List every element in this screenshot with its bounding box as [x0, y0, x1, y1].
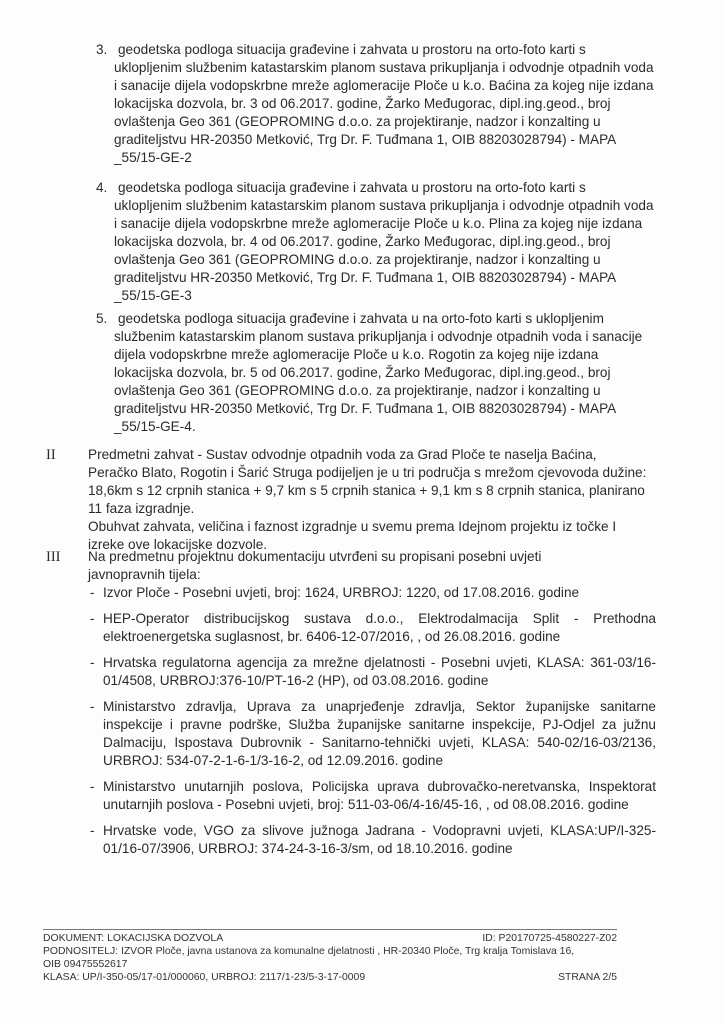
dash-bullet: -	[90, 779, 95, 794]
section-iii-intro: Na predmetnu projektnu dokumentaciju utvrđeni su propisani posebni uvjeti javnopravnih tijela:	[88, 549, 542, 582]
footer-page-number: STRANA 2/5	[558, 972, 617, 983]
item-number: 5.	[96, 311, 108, 326]
condition-item: - Izvor Ploče - Posebni uvjeti, broj: 1624, URBROJ: 1220, od 17.08.2016. godine	[90, 585, 580, 600]
section-numeral: III	[46, 549, 61, 565]
section-numeral: II	[46, 447, 56, 463]
page-footer	[43, 929, 617, 984]
condition-item: - HEP-Operator distribucijskog sustava d.o.o., Elektrodalmacija Split - Prethodna elektroenergetska suglasnost, br. 6406-12-07/2016, , od 26.08.2016. godine	[90, 611, 656, 644]
list-item-5	[96, 310, 656, 436]
list-item-4	[96, 179, 656, 305]
section-iii	[46, 548, 666, 866]
dash-bullet: -	[90, 699, 95, 714]
list-item-3	[96, 41, 656, 167]
item-number: 3.	[96, 42, 108, 57]
item-text: geodetska podloga situacija građevine i zahvata u prostoru na orto-foto karti s uklopljenim službenim katastarskim planom sustava prikupljanja i odvodnje otpadnih voda i sanacije dijela vodopskrbne mreže aglomeracije Ploče u k.o. Plina za kojeg nije izdana lokacijska dozvola, br. 4 od 06.2017. godine, Žarko Međugorac, dipl.ing.geod., broj ovlaštenja Geo 361 (GEOPROMING d.o.o. za projektiranje, nadzor i konzalting u graditeljstvu HR-20350 Metković, Trg Dr. F. Tuđmana 1, OIB 88203028794) - MAPA _55/15-GE-3	[114, 180, 654, 303]
footer-divider	[43, 929, 617, 930]
item-text: geodetska podloga situacija građevine i zahvata u prostoru na orto-foto karti s uklopljenim službenim katastarskim planom sustava prikupljanja i odvodnje otpadnih voda i sanacije dijela vodopskrbne mreže aglomeracije Ploče u k.o. Baćina za kojeg nije izdana lokacijska dozvola, br. 3 od 06.2017. godine, Žarko Međugorac, dipl.ing.geod., broj ovlaštenja Geo 361 (GEOPROMING d.o.o. za projektiranje, nadzor i konzalting u graditeljstvu HR-20350 Metković, Trg Dr. F. Tuđmana 1, OIB 88203028794) - MAPA _55/15-GE-2	[114, 42, 654, 165]
footer-document-type: DOKUMENT: LOKACIJSKA DOZVOLA	[43, 933, 224, 944]
dash-bullet: -	[90, 611, 95, 626]
section-ii	[46, 446, 666, 554]
condition-item: - Hrvatska regulatorna agencija za mrežne djelatnosti - Posebni uvjeti, KLASA: 361-03/16-01/4508, URBROJ:376-10/PT-16-2 (HP), od 03.08.2016. godine	[90, 655, 656, 688]
dash-bullet: -	[90, 823, 95, 838]
section-ii-paragraph-2: Obuhvat zahvata, veličina i faznost izgradnje u svemu prema Idejnom projektu iz točke I izreke ove lokacijske dozvole.	[88, 519, 617, 552]
item-text: geodetska podloga situacija građevine i zahvata u na orto-foto karti s uklopljenim službenim katastarskim planom sustava prikupljanja i odvodnje otpadnih voda i sanacije dijela vodopskrbne mreže aglomeracije Ploče u k.o. Rogotin za kojeg nije izdana lokacijska dozvola, br. 5 od 06.2017. godine, Žarko Međugorac, dipl.ing.geod., broj ovlaštenja Geo 361 (GEOPROMING d.o.o. za projektiranje, nadzor i konzalting u graditeljstvu HR-20350 Metković, Trg Dr. F. Tuđmana 1, OIB 88203028794) - MAPA _55/15-GE-4.	[114, 311, 643, 434]
dash-bullet: -	[90, 585, 95, 600]
item-number: 4.	[96, 180, 108, 195]
section-ii-paragraph-1: Predmetni zahvat - Sustav odvodnje otpadnih voda za Grad Ploče te naselja Baćina, Peračko Blato, Rogotin i Šarić Struga podijeljen je u tri područja s mrežom cjevovoda dužine: 18,6km s 12 crpnih stanica + 9,7 km s 5 crpnih stanica + 9,1 km s 8 crpnih stanica, planirano 11 faza izgradnje.	[88, 447, 647, 516]
footer-document-id: ID: P20170725-4580227-Z02	[482, 933, 617, 944]
condition-item: - Ministarstvo zdravlja, Uprava za unaprjeđenje zdravlja, Sektor županijske sanitarne inspekcije i pravne podrške, Služba županijske sanitarne inspekcije, PJ-Odjel za južnu Dalmaciju, Ispostava Dubrovnik - Sanitarno-tehnički uvjeti, KLASA: 540-02/16-03/2136, URBROJ: 534-07-2-1-6-1/3-16-2, od 12.09.2016. godine	[90, 699, 656, 768]
dash-bullet: -	[90, 655, 95, 670]
footer-oib: OIB 09475552617	[43, 959, 128, 970]
footer-applicant: PODNOSITELJ: IZVOR Ploče, javna ustanova za komunalne djelatnosti , HR-20340 Ploče, Trg kralja Tomislava 16,	[43, 946, 575, 957]
condition-item: - Hrvatske vode, VGO za slivove južnoga Jadrana - Vodopravni uvjeti, KLASA:UP/I-325-01/16-07/3906, URBROJ: 374-24-3-16-3/sm, od 18.10.2016. godine	[90, 823, 656, 856]
footer-klasa: KLASA: UP/I-350-05/17-01/000060, URBROJ: 2117/1-23/5-3-17-0009	[43, 972, 366, 983]
conditions-list	[88, 584, 656, 858]
condition-item: - Ministarstvo unutarnjih poslova, Policijska uprava dubrovačko-neretvanska, Inspektorat unutarnjih poslova - Posebni uvjeti, broj: 511-03-06/4-16/45-16, , od 08.08.2016. godine	[90, 779, 656, 812]
